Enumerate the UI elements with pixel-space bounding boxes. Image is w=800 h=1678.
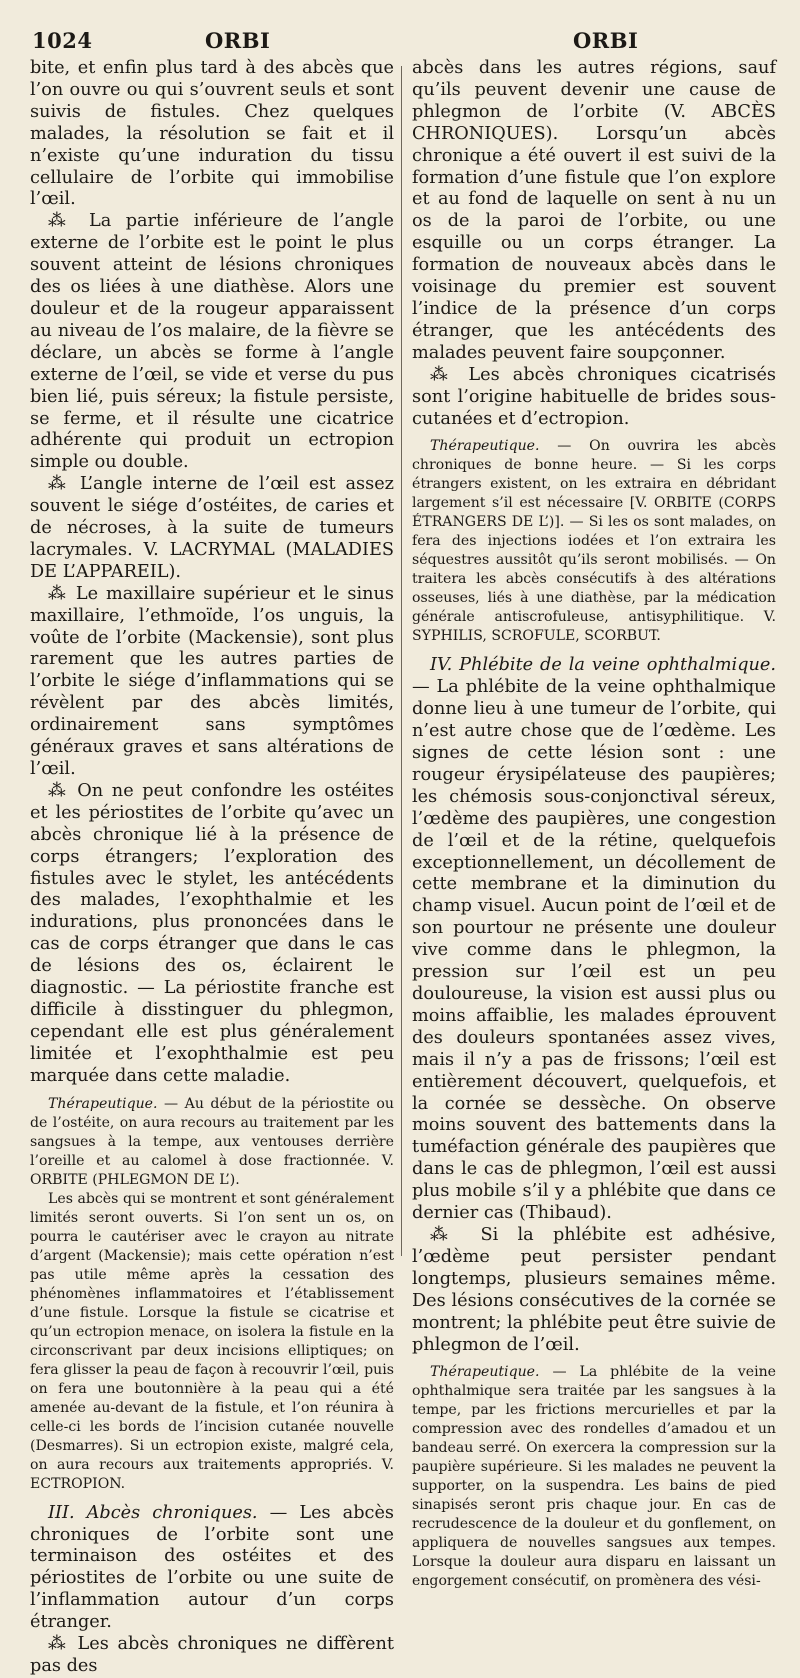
paragraph: Les abcès qui se montrent et sont généralement limités seront ouverts. Si l’on sent un os, on pourra le cautériser avec le crayon au nitrate d’argent (Mackensie); mais cette opération n’est pas utile même après la cessation des phénomènes inflammatoires et l’établissement d’une fistule. Lorsque la fistule se cicatrise et qu’un ectropion menace, on isolera la fistule en la circonscrivant par deux incisions elliptiques; on fera glisser la peau de façon à recouvrir l’œil, puis on fera une boutonnière à la peau qui a été amenée au-devant de la fistule, et l’on réunira à celle-ci les bords de l’incision cutanée nouvelle (Desmarres). Si un ectropion existe, malgré cela, on aura recours aux traitements appropriés. V. ECTROPION. [30, 1190, 394, 1492]
right-running-head: ORBI [573, 28, 639, 53]
left-running-head: ORBI [205, 28, 271, 53]
section-paragraph [412, 655, 776, 1225]
paragraph: ⁂ On ne peut confondre les ostéites et les périostites de l’orbite qu’avec un abcès chronique lié à la présence de corps étrangers; l’exploration des fistules avec le stylet, les antécédents des malades, l’exophthalmie et les indurations, plus prononcées dans le cas de corps étranger que dans le cas de lésions des os, éclairent le diagnostic. — La périostite franche est difficile à disstinguer du phlegmon, cependant elle est plus généralement limitée et l’exophthalmie est peu marquée dans cette maladie. [30, 780, 394, 1086]
therapy-paragraph [30, 1095, 394, 1190]
therapy-label: Thérapeutique. [430, 1364, 540, 1381]
section-text: — Les abcès chroniques de l’orbite sont une terminaison des ostéites et des périostites de l’orbite ou une suite de l’inflammation autour d’un corps étranger. [30, 1502, 394, 1633]
therapy-paragraph [412, 437, 776, 646]
section-paragraph [30, 1503, 394, 1634]
right-column [412, 58, 776, 1591]
section-heading: IV. Phlébite de la veine ophthalmique. [430, 655, 776, 676]
page-number: 1024 [32, 28, 93, 53]
paragraph: ⁂ Les abcès chroniques ne diffèrent pas des [30, 1634, 394, 1676]
therapy-text: — On ouvrira les abcès chroniques de bonne heure. — Si les corps étrangers existent, on les extraira en débridant largement s’il est nécessaire [V. ORBITE (CORPS ÉTRANGERS DE L’)]. — Si les os sont malades, on fera des injections iodées et l’on extraira les séquestres aussitôt qu’ils seront mobilisés. — On traitera les abcès consécutifs à des altérations osseuses, liés à une diathèse, par la médication générale antiscrofuleuse, antisyphilitique. V. SYPHILIS, SCROFULE, SCORBUT. [412, 438, 776, 645]
column-divider [401, 66, 402, 1256]
therapy-text: — Au début de la périostite ou de l’ostéite, on aura recours au traitement par les sangsues à la tempe, aux ventouses derrière l’oreille et au calomel à dose fractionnée. V. ORBITE (PHLEGMON DE L’). [30, 1095, 394, 1188]
paragraph: ⁂ Le maxillaire supérieur et le sinus maxillaire, l’ethmoïde, l’os unguis, la voûte de l’orbite (Mackensie), sont plus rarement que les autres parties de l’orbite le siége d’inflammations qui se révèlent par des abcès limités, ordinairement sans symptômes généraux graves et sans altérations de l’œil. [30, 583, 394, 779]
paragraph: ⁂ Les abcès chroniques cicatrisés sont l’origine habituelle de brides sous-cutanées et d’ectropion. [412, 364, 776, 429]
therapy-paragraph [412, 1363, 776, 1591]
paragraph: bite, et enfin plus tard à des abcès que l’on ouvre ou qui s’ouvrent seuls et sont suivis de fistules. Chez quelques malades, la résolution se fait et il n’existe qu’une induration du tissu cellulaire de l’orbite qui immobilise l’œil. [30, 58, 394, 210]
paragraph: ⁂ La partie inférieure de l’angle externe de l’orbite est le point le plus souvent atteint de lésions chroniques des os liées à une diathèse. Alors une douleur et de la rougeur apparaissent au niveau de l’os malaire, de la fièvre se déclare, un abcès se forme à l’angle externe de l’œil, se vide et verse du pus bien lié, puis séreux; la fistule persiste, se ferme, et il résulte une cicatrice adhérente qui produit un ectropion simple ou double. [30, 211, 394, 473]
therapy-label: Thérapeutique. [48, 1095, 158, 1112]
section-heading: III. Abcès chroniques. [48, 1502, 258, 1523]
left-column [30, 58, 394, 1678]
therapy-text: — La phlébite de la veine ophthalmique sera traitée par les sangsues à la tempe, par les frictions mercurielles et par la compression avec des rondelles d’amadou et un bandeau serré. On exercera la compression sur la paupière supérieure. Si les malades ne peuvent la supporter, on la suspendra. Les bains de pied sinapisés seront pris chaque jour. En cas de recrudescence de la douleur et du gonflement, on appliquera de nouvelles sangsues aux tempes. Lorsque la douleur aura disparu en laissant un engorgement consécutif, on promènera des vési- [412, 1364, 776, 1590]
paragraph: ⁂ Si la phlébite est adhésive, l’œdème peut persister pendant longtemps, plusieurs semaines même. Des lésions consécutives de la cornée se montrent; la phlébite peut être suivie de phlegmon de l’œil. [412, 1224, 776, 1355]
paragraph: abcès dans les autres régions, sauf qu’ils peuvent devenir une cause de phlegmon de l’orbite (V. ABCÈS CHRONIQUES). Lorsqu’un abcès chronique a été ouvert il est suivi de la formation d’une fistule que l’on explore et au fond de laquelle on sent à nu un os de la paroi de l’orbite, ou une esquille ou un corps étranger. La formation de nouveaux abcès dans le voisinage du premier est souvent l’indice de la présence d’un corps étranger, que les antécédents des malades peuvent faire soupçonner. [412, 58, 776, 363]
paragraph: ⁂ L’angle interne de l’œil est assez souvent le siége d’ostéites, de caries et de nécroses, à la suite de tumeurs lacrymales. V. LACRYMAL (MALADIES DE L’APPAREIL). [30, 474, 394, 582]
section-text: — La phlébite de la veine ophthalmique donne lieu à une tumeur de l’orbite, qui n’est autre chose que de l’œdème. Les signes de cette lésion sont : une rougeur érysipélateuse des paupières; les chémosis sous-conjonctival séreux, l’œdème des paupières, une congestion de l’œil et de la rétine, quelquefois exceptionnellement, un décollement de cette membrane et la diminution du champ visuel. Aucun point de l’œil et de son pourtour ne présente une douleur vive comme dans le phlegmon, la pression sur l’œil est un peu douloureuse, la vision est aussi plus ou moins affaiblie, les malades éprouvent des douleurs spontanées assez vives, mais il n’y a pas de frissons; l’œil est entièrement découvert, quelquefois, et la cornée se dessèche. On observe moins souvent des battements dans la tuméfaction générale des paupières que dans le cas de phlegmon, l’œil est aussi plus mobile s’il y a phlébite que dans ce dernier cas (Thibaud). [412, 677, 776, 1224]
therapy-label: Thérapeutique. [430, 438, 540, 455]
